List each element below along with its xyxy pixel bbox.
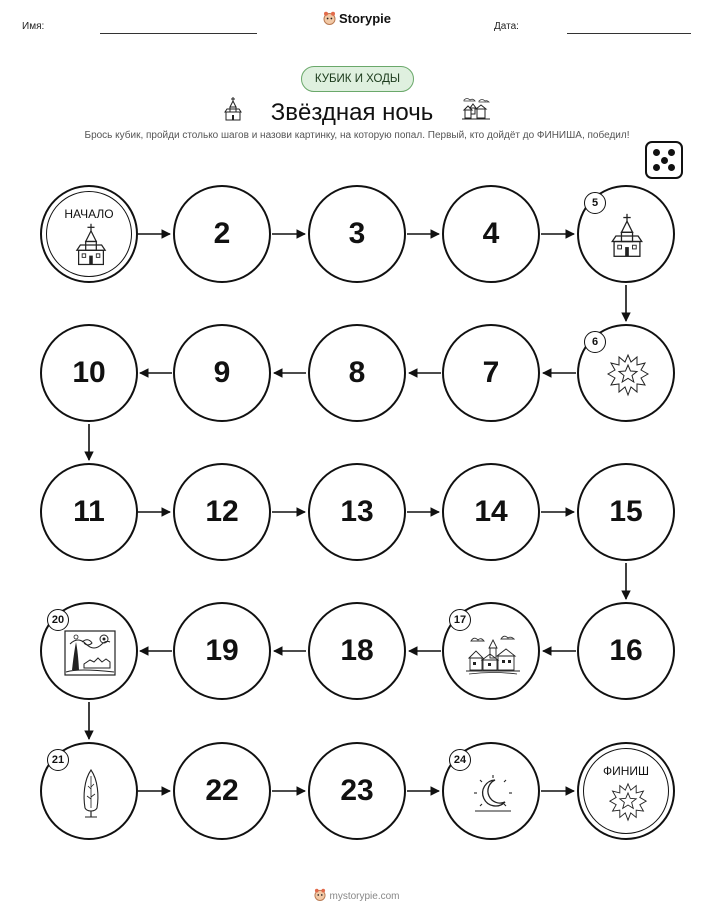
board-space	[173, 324, 271, 422]
footer	[0, 888, 714, 902]
star-burst-icon	[606, 353, 650, 397]
cypress-tree-icon	[79, 768, 103, 820]
space-number: 9	[213, 356, 231, 389]
starry-night-painting-icon	[64, 630, 116, 676]
space-number: 16	[609, 634, 643, 667]
board-space	[173, 602, 271, 700]
board-space-picture	[442, 602, 540, 700]
board-space	[173, 463, 271, 561]
space-number: 14	[474, 495, 508, 528]
page-title: Звёздная ночь	[270, 99, 434, 126]
star-burst-icon	[608, 782, 648, 822]
space-number: 7	[482, 356, 500, 389]
space-number-badge: 17	[449, 609, 471, 631]
church-icon	[608, 212, 646, 260]
space-number: 2	[213, 217, 231, 250]
church-icon	[73, 222, 109, 268]
finish-label: ФИНИШ	[602, 764, 650, 778]
space-number: 4	[482, 217, 500, 250]
space-number: 22	[205, 774, 239, 807]
space-number-badge: 20	[47, 609, 69, 631]
space-number: 13	[340, 495, 374, 528]
space-number: 19	[205, 634, 239, 667]
board-space	[40, 324, 138, 422]
instructions: Брось кубик, пройди столько шагов и назови картинку, на которую попал. Первый, кто дойдёт до ФИНИША, победил!	[84, 130, 630, 141]
space-number: 10	[72, 356, 106, 389]
board-space-finish	[577, 742, 675, 840]
board-space-picture	[442, 742, 540, 840]
space-number: 3	[348, 217, 366, 250]
space-number: 15	[609, 495, 643, 528]
space-number: 12	[205, 495, 239, 528]
start-label: НАЧАЛО	[64, 207, 114, 221]
space-number-badge: 24	[449, 749, 471, 771]
space-number-badge: 5	[584, 192, 606, 214]
game-type-badge: КУБИК И ХОДЫ	[301, 66, 414, 92]
board-space	[577, 463, 675, 561]
board-space-start	[40, 185, 138, 283]
board-space	[308, 602, 406, 700]
board-space	[308, 185, 406, 283]
footer-url: mystorypie.com	[329, 891, 400, 902]
board-space-picture	[40, 742, 138, 840]
board-space-picture	[577, 324, 675, 422]
board-space	[442, 463, 540, 561]
board-space	[577, 602, 675, 700]
board-space	[308, 742, 406, 840]
board-space	[442, 324, 540, 422]
space-number: 8	[348, 356, 366, 389]
space-number: 18	[340, 634, 374, 667]
storypie-mascot-icon	[314, 888, 326, 901]
village-icon	[465, 632, 521, 678]
board-space	[308, 463, 406, 561]
board-space	[40, 463, 138, 561]
brand-name: Storypie	[338, 11, 391, 26]
space-number: 11	[73, 495, 105, 528]
space-number-badge: 6	[584, 331, 606, 353]
space-number-badge: 21	[47, 749, 69, 771]
board-space	[442, 185, 540, 283]
board-space	[173, 742, 271, 840]
board-space	[173, 185, 271, 283]
board-space-picture	[577, 185, 675, 283]
crescent-moon-icon	[471, 774, 515, 814]
board-space	[308, 324, 406, 422]
board-space-picture	[40, 602, 138, 700]
name-label: Имя:	[22, 21, 45, 32]
date-label: Дата:	[494, 21, 519, 32]
space-number: 23	[340, 774, 374, 807]
